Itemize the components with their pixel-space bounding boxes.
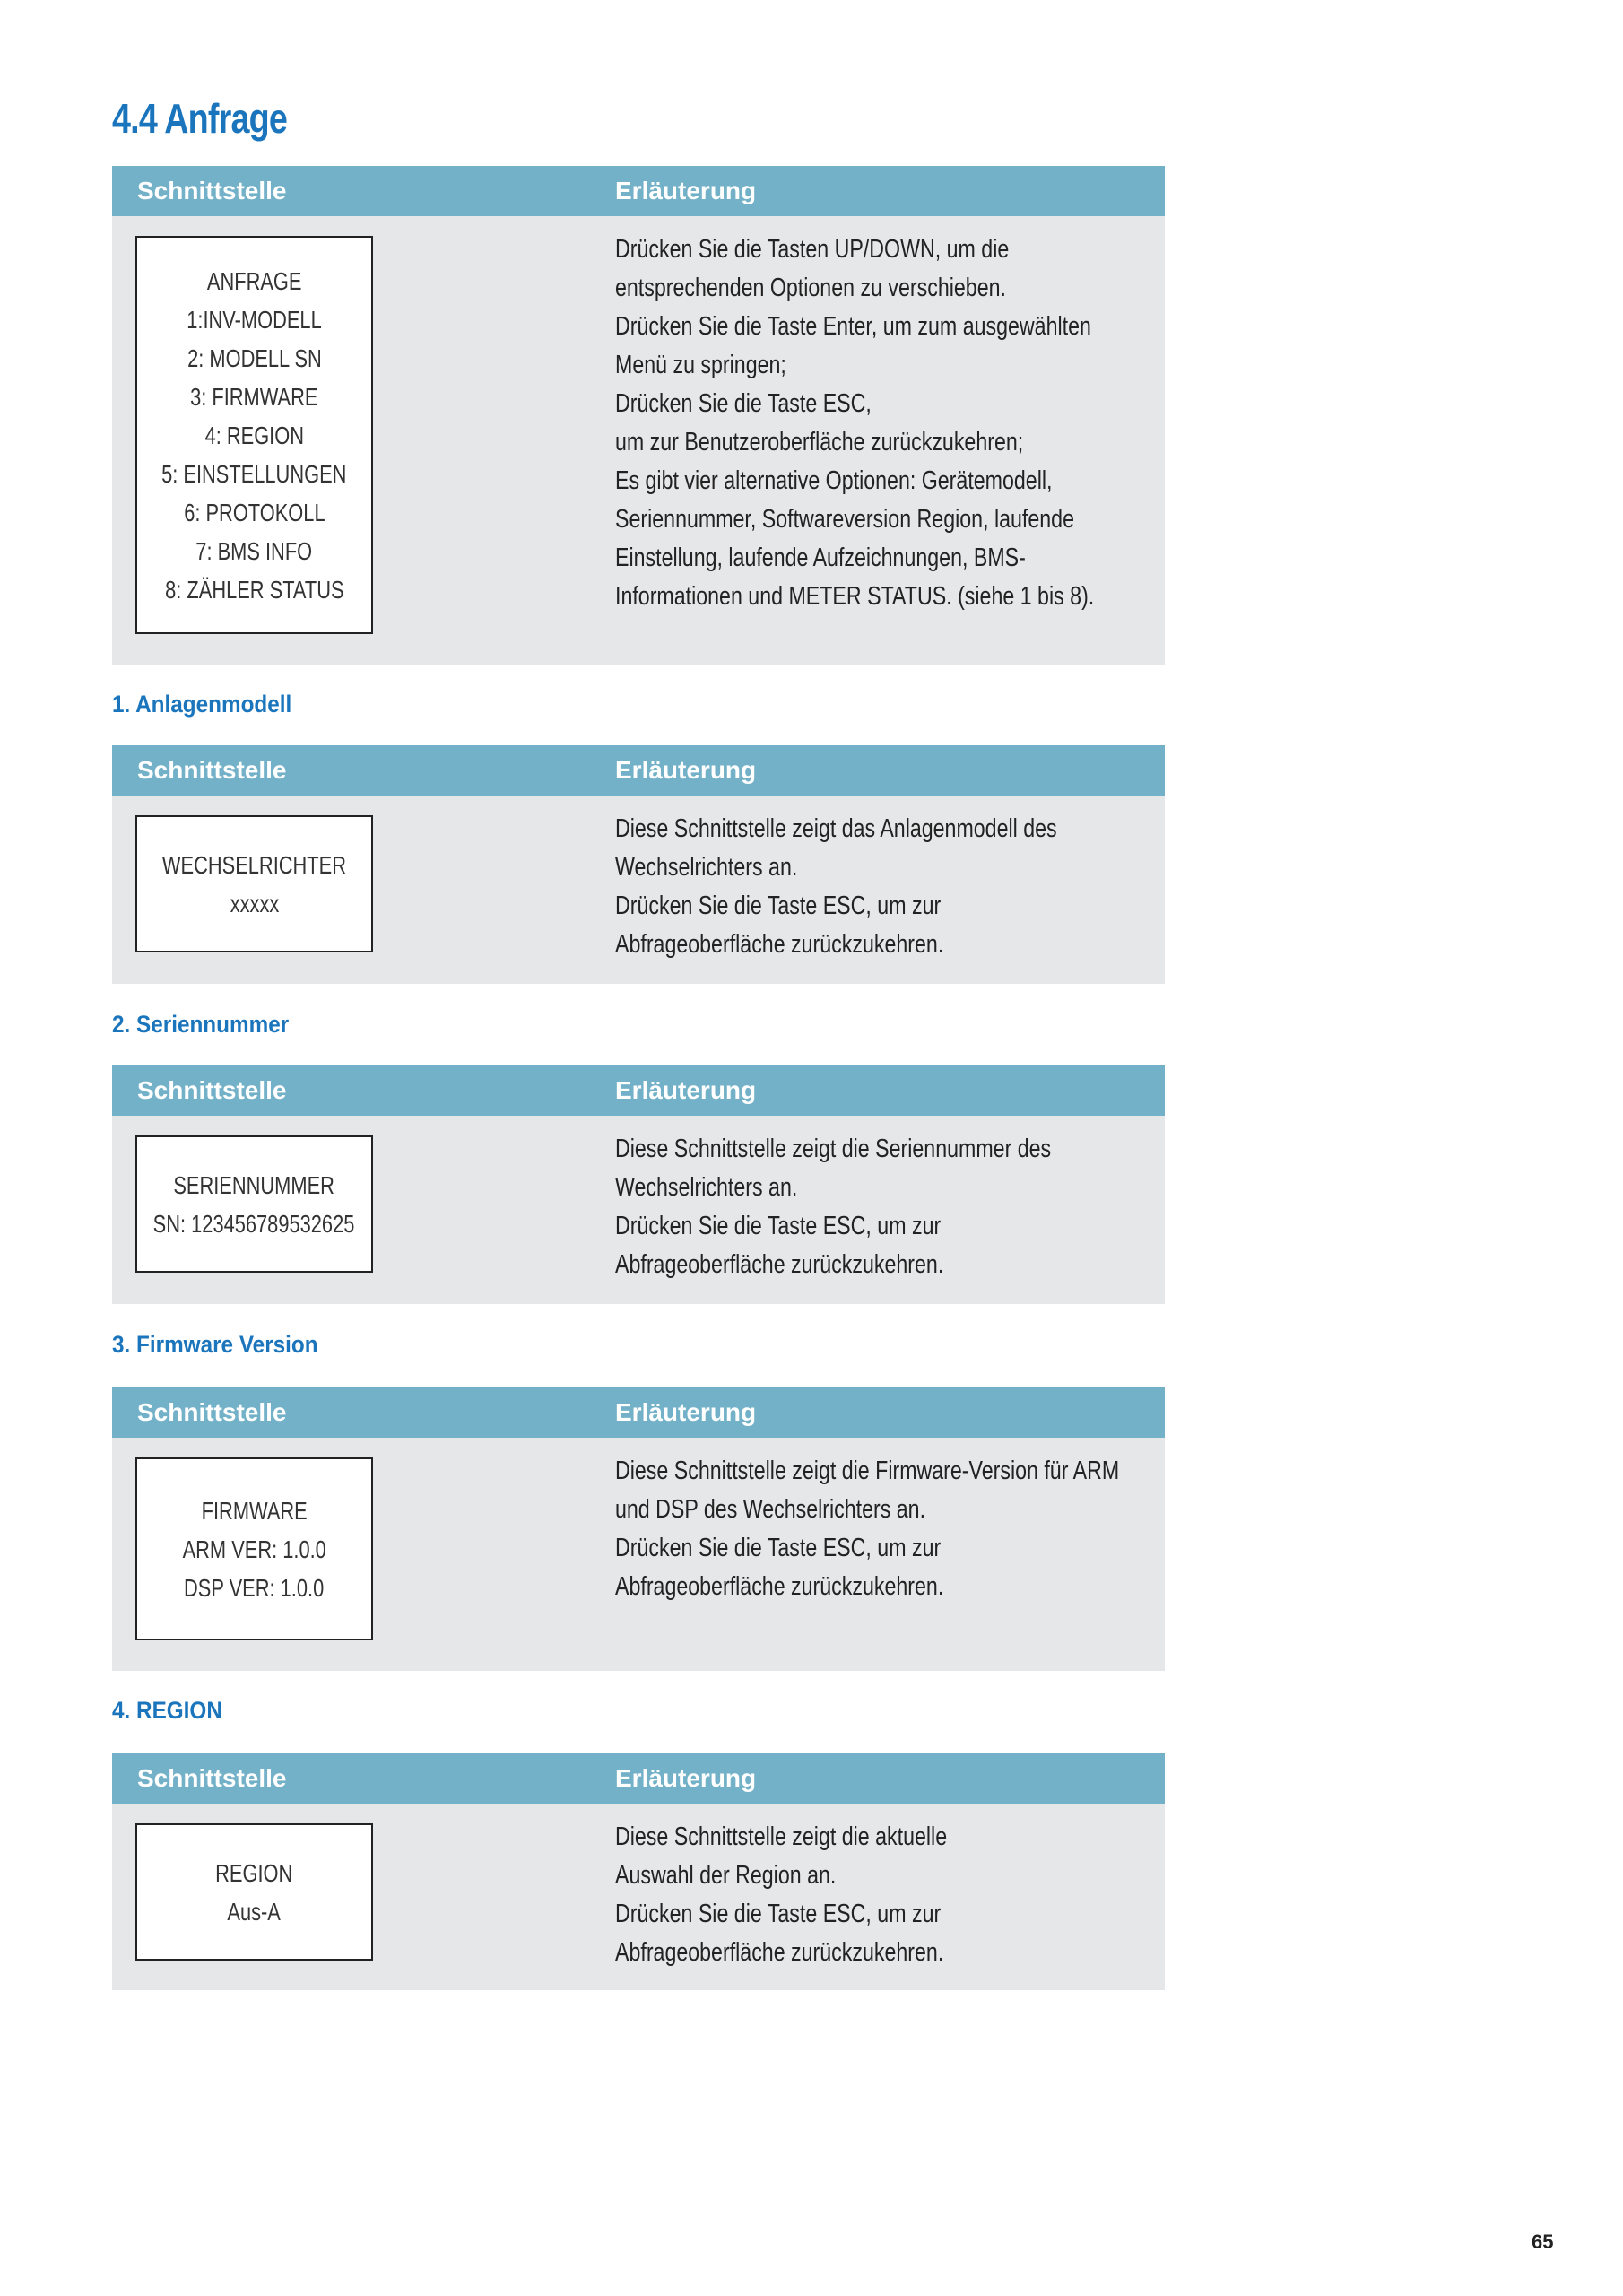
description-line: Diese Schnittstelle zeigt die Firmware-Version für ARM (615, 1457, 1120, 1485)
menu-item: 4: REGION (204, 421, 304, 449)
table-body (112, 796, 1165, 984)
description (615, 1130, 1153, 1284)
description-line: Abfrageoberfläche zurückzukehren. (615, 1938, 944, 1967)
description-line: Wechselrichters an. (615, 853, 798, 882)
table-body (112, 1116, 1165, 1304)
menu-item: 1:INV-MODELL (187, 305, 322, 334)
screen-title: REGION (215, 1858, 293, 1887)
description-line: Wechselrichters an. (615, 1173, 798, 1202)
description (615, 1452, 1153, 1606)
header-explanation: Erläuterung (615, 1076, 757, 1104)
table-body (112, 1438, 1165, 1671)
section-heading-firmware: 3. Firmware Version (112, 1331, 318, 1358)
page-title: 4.4 Anfrage (112, 95, 288, 142)
table-header (112, 745, 1165, 796)
display-screen (135, 236, 373, 634)
header-interface: Schnittstelle (137, 177, 287, 204)
screen-value: SN: 123456789532625 (153, 1209, 355, 1238)
section-heading-region: 4. REGION (112, 1697, 222, 1724)
screen-value: ARM VER: 1.0.0 (182, 1535, 326, 1563)
description-line: Drücken Sie die Taste ESC, um zur (615, 1534, 942, 1562)
table-body (112, 216, 1165, 665)
description (615, 810, 1153, 964)
table-header (112, 1753, 1165, 1804)
table-serial (112, 1065, 1165, 1304)
description-line: Abfrageoberfläche zurückzukehren. (615, 1250, 944, 1279)
table-anfrage (112, 166, 1165, 665)
description-line: Drücken Sie die Taste ESC, (615, 389, 872, 418)
description (615, 230, 1153, 616)
screen-title: WECHSELRICHTER (161, 850, 347, 879)
section-heading-serial: 2. Seriennummer (112, 1011, 290, 1038)
header-interface: Schnittstelle (137, 1398, 287, 1426)
screen-title: FIRMWARE (201, 1496, 308, 1525)
screen-value: xxxxx (230, 889, 279, 918)
description-line: und DSP des Wechselrichters an. (615, 1495, 926, 1524)
menu-item: 2: MODELL SN (187, 344, 322, 372)
table-region (112, 1753, 1165, 1990)
description-line: Drücken Sie die Tasten UP/DOWN, um die (615, 235, 1010, 264)
menu-item: 3: FIRMWARE (190, 382, 318, 411)
description-line: Drücken Sie die Taste Enter, um zum ausgewählten (615, 312, 1091, 341)
display-screen (135, 815, 373, 952)
menu-item: 8: ZÄHLER STATUS (164, 575, 344, 604)
header-interface: Schnittstelle (137, 1764, 287, 1792)
header-interface: Schnittstelle (137, 1076, 287, 1104)
page-number: 65 (1532, 2231, 1554, 2253)
description-line: Seriennummer, Softwareversion Region, laufende (615, 505, 1074, 534)
description (615, 1818, 1153, 1972)
menu-item: 7: BMS INFO (195, 536, 313, 565)
table-header (112, 1065, 1165, 1116)
description-line: um zur Benutzeroberfläche zurückzukehren; (615, 428, 1024, 457)
description-line: entsprechenden Optionen zu verschieben. (615, 274, 1006, 302)
table-model (112, 745, 1165, 984)
screen-title: ANFRAGE (206, 266, 302, 295)
description-line: Diese Schnittstelle zeigt das Anlagenmodell des (615, 814, 1057, 843)
description-line: Drücken Sie die Taste ESC, um zur (615, 891, 942, 920)
description-line: Informationen und METER STATUS. (siehe 1 bis 8). (615, 582, 1095, 611)
description-line: Diese Schnittstelle zeigt die aktuelle (615, 1822, 948, 1851)
description-line: Auswahl der Region an. (615, 1861, 837, 1890)
header-explanation: Erläuterung (615, 1764, 757, 1792)
menu-item: 6: PROTOKOLL (183, 498, 325, 526)
description-line: Drücken Sie die Taste ESC, um zur (615, 1900, 942, 1928)
header-explanation: Erläuterung (615, 1398, 757, 1426)
description-line: Diese Schnittstelle zeigt die Seriennummer des (615, 1135, 1052, 1163)
description-line: Abfrageoberfläche zurückzukehren. (615, 930, 944, 959)
description-line: Menü zu springen; (615, 351, 786, 379)
screen-title: SERIENNUMMER (173, 1170, 335, 1199)
description-line: Abfrageoberfläche zurückzukehren. (615, 1572, 944, 1601)
table-body (112, 1804, 1165, 1990)
header-explanation: Erläuterung (615, 756, 757, 784)
description-line: Drücken Sie die Taste ESC, um zur (615, 1212, 942, 1240)
header-interface: Schnittstelle (137, 756, 287, 784)
section-heading-model: 1. Anlagenmodell (112, 691, 292, 718)
display-screen (135, 1135, 373, 1273)
screen-value: DSP VER: 1.0.0 (184, 1573, 325, 1602)
header-explanation: Erläuterung (615, 177, 757, 204)
description-line: Es gibt vier alternative Optionen: Gerätemodell, (615, 466, 1053, 495)
menu-item: 5: EINSTELLUNGEN (161, 459, 347, 488)
display-screen (135, 1457, 373, 1640)
table-header (112, 166, 1165, 216)
display-screen (135, 1823, 373, 1961)
description-line: Einstellung, laufende Aufzeichnungen, BMS- (615, 544, 1026, 572)
screen-value: Aus-A (227, 1897, 282, 1926)
table-header (112, 1387, 1165, 1438)
table-firmware (112, 1387, 1165, 1671)
